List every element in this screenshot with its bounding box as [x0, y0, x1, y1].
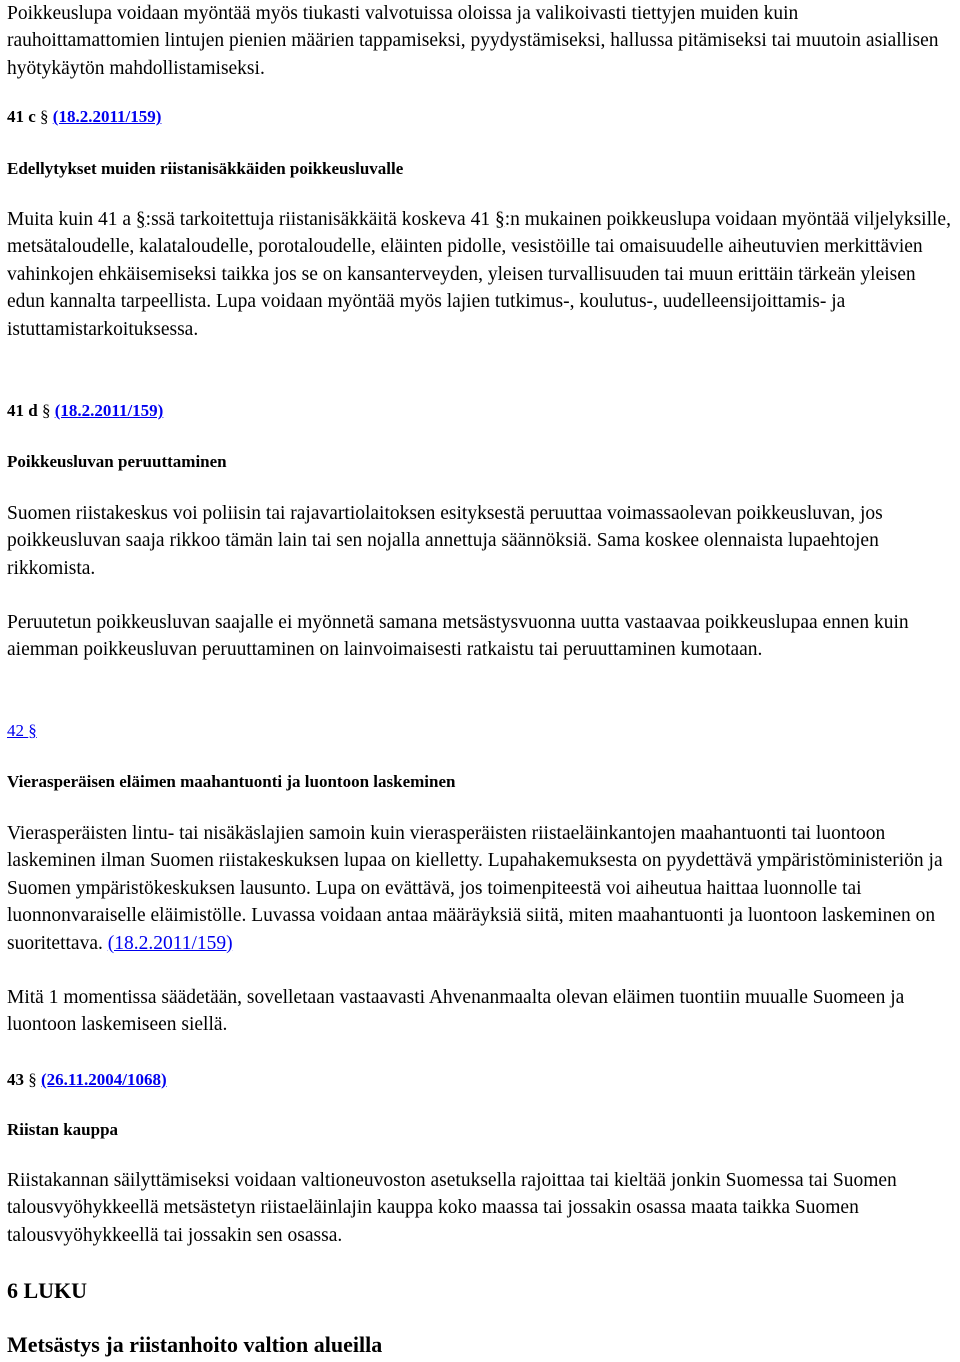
section-number-43 — [7, 1069, 167, 1091]
section-sign-link[interactable]: § — [494, 209, 505, 230]
section-sign: § — [40, 107, 49, 126]
section-number: 42 — [7, 721, 24, 740]
section-title-42: Vierasperäisen eläimen maahantuonti ja luontoon laskeminen — [7, 772, 456, 791]
section-number: 43 — [7, 1070, 24, 1089]
amendment-link-43[interactable]: (26.11.2004/1068) — [41, 1070, 167, 1089]
text-part: :ssä tarkoitettuja riistanisäkkäitä koskeva 41 — [145, 209, 495, 230]
intro-paragraph: Poikkeuslupa voidaan myöntää myös tiukasti valvotuissa oloissa ja valikoivasti tiettyjen muiden kuin rauhoittamattomien lintujen pienien määrien tappamiseksi, pyydystämiseksi, hallussa pitämiseksi tai muutoin asiallisen hyötykäytön mahdollistamiseksi. — [7, 3, 939, 79]
section-number: 41 d — [7, 401, 38, 420]
text-part: Muita kuin 41 a — [7, 209, 136, 230]
section-sign: § — [41, 401, 51, 420]
section-body-42-2: Mitä 1 momentissa säädetään, sovelletaan vastaavasti Ahvenanmaalta olevan eläimen tuontiin muualle Suomeen ja luontoon laskemiseen siellä. — [7, 987, 905, 1036]
text-part: :n mukainen poikkeuslupa voidaan myöntää viljelyksille, metsätaloudelle, kalataloudelle, porotaloudelle, eläinten pidolle, vesistöille tai omaisuudelle aiheutuvien merkittävien vahinkojen ehkäisemiseksi taikka jos se on kansanterveyden, yleisen turvallisuuden tai muun erittäin tärkeän yleisen edun kannalta tarpeellista. Lupa voidaan myöntää myös lajien tutkimus-, koulutus-, uudelleensijoittamis- ja istuttamistarkoituksessa. — [7, 209, 951, 340]
section-number-42 — [7, 720, 37, 742]
section-title-41c: Edellytykset muiden riistanisäkkäiden poikkeusluvalle — [7, 159, 404, 178]
chapter-number: 6 LUKU — [7, 1278, 88, 1303]
chapter-title: Metsästys ja riistanhoito valtion alueilla — [7, 1332, 383, 1357]
section-sign: § — [28, 1070, 37, 1089]
paragraph-text: Vierasperäisten lintu- tai nisäkäslajien samoin kuin vierasperäisten riistaeläinkantojen maahantuonti tai luontoon laskeminen ilman Suomen riistakeskuksen lupaa on kielletty. Lupahakemuksesta on pyydettävä ympäristöministeriön ja Suomen ympäristökeskuksen lausunto. Lupa on evättävä, jos toimenpiteestä voi aiheutua haittaa luonnolle tai luonnonvaraiselle eläimistölle. Luvassa voidaan antaa määräyksiä siitä, miten maahantuonti ja luontoon laskeminen on suoritettava. — [7, 823, 943, 954]
section-sign-link[interactable]: § — [135, 209, 146, 230]
section-body-42-1 — [7, 820, 955, 957]
section-title-41d: Poikkeusluvan peruuttaminen — [7, 452, 227, 471]
amendment-link-41c[interactable]: (18.2.2011/159) — [52, 107, 162, 126]
section-number-41c — [7, 106, 161, 128]
section-title-43: Riistan kauppa — [7, 1120, 119, 1139]
amendment-link-41d[interactable]: (18.2.2011/159) — [54, 401, 164, 420]
section-link-42[interactable] — [7, 721, 37, 740]
section-body-41d-2: Peruutetun poikkeusluvan saajalle ei myönnetä samana metsästysvuonna uutta vastaavaa poikkeuslupaa ennen kuin aiemman poikkeusluvan peruuttaminen on lainvoimaisesti ratkaistu tai peruuttaminen kumotaan. — [7, 612, 909, 661]
section-body-41d-1: Suomen riistakeskus voi poliisin tai rajavartiolaitoksen esityksestä peruuttaa voimassaolevan poikkeusluvan, jos poikkeusluvan saaja rikkoo tämän lain tai sen nojalla annettuja säännöksiä. Sama koskee olennaista lupaehtojen rikkomista. — [7, 503, 883, 579]
section-sign: § — [28, 721, 37, 740]
section-body-41c — [7, 206, 955, 343]
amendment-link-42[interactable]: (18.2.2011/159) — [107, 932, 233, 954]
section-number-41d — [7, 400, 163, 422]
section-body-43: Riistakannan säilyttämiseksi voidaan valtioneuvoston asetuksella rajoittaa tai kieltää jonkin Suomessa tai Suomen talousvyöhykkeellä metsästetyn riistaeläinlajin kauppa koko maassa tai jossakin osassa maata taikka Suomen talousvyöhykkeellä tai jossakin sen osassa. — [7, 1170, 897, 1246]
section-number: 41 c — [7, 107, 36, 126]
